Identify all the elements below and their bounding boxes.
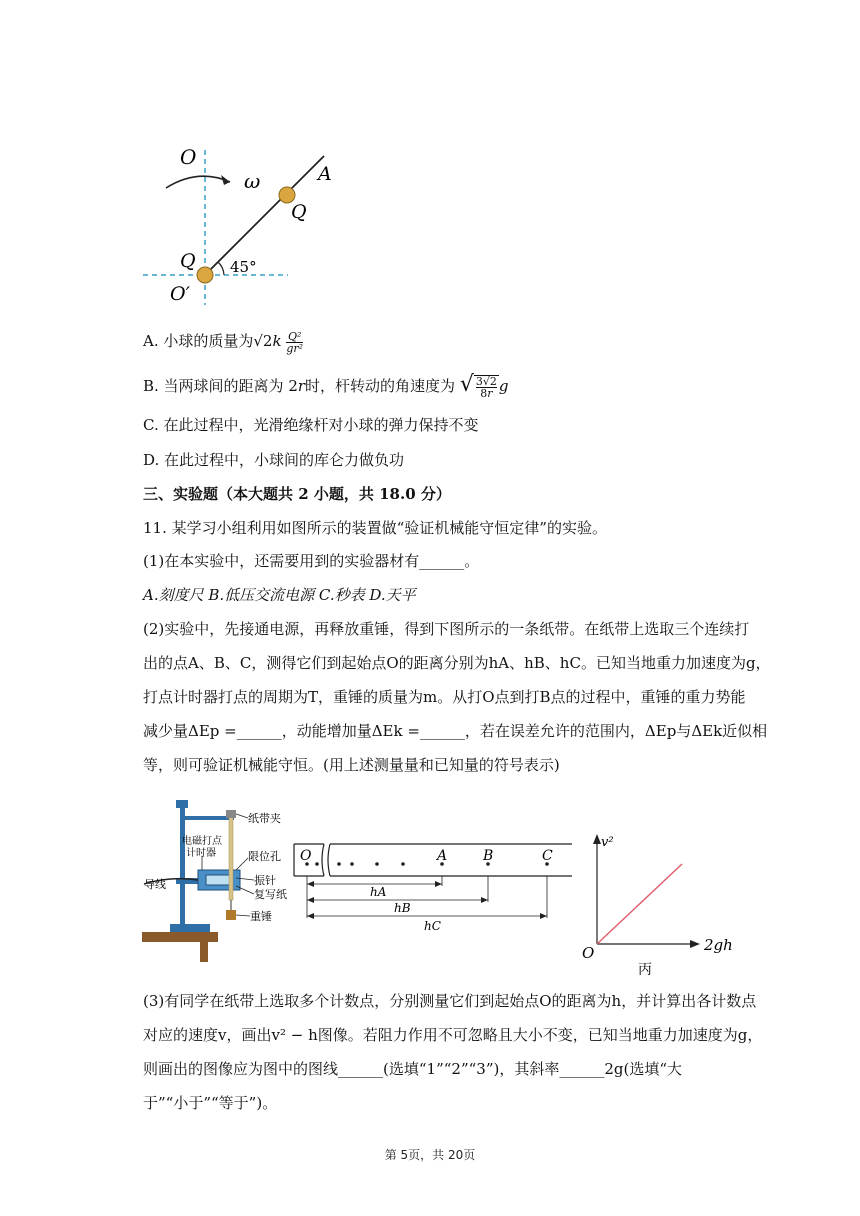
label-needle: 振针 <box>254 874 276 887</box>
label-point-O: O <box>300 848 312 864</box>
graph-figure <box>578 826 750 978</box>
label-timer-1: 电磁打点 <box>182 836 222 847</box>
option-B: B. 当两球间的距离为 2r时，杆转动的角速度为 √ $\frac{3√2}{8r}$ g <box>143 372 509 400</box>
ball-lower <box>197 267 213 283</box>
q11-part3-line2: 对应的速度v，画出v² − h图像。若阻力作用不可忽略且大小不变，已知当地重力加速度为g， <box>143 1026 763 1044</box>
label-point-A: A <box>437 848 448 864</box>
option-D: D. 在此过程中，小球间的库仑力做负功 <box>143 451 405 469</box>
label-carbon: 复写纸 <box>254 888 287 901</box>
label-origin: O <box>582 944 595 962</box>
option-A: A. 小球的质量为√2k $\frac{\text{Q²}}{\text{gr²}}$ <box>143 329 304 355</box>
q11-part1: (1)在本实验中，还需要用到的实验器材有______。 <box>143 552 480 570</box>
q11-part3-line1: (3)有同学在纸带上选取多个计数点，分别测量它们到起始点O的距离为h，并计算出各计数点 <box>143 992 757 1010</box>
label-timer-2: 计时器 <box>186 848 216 859</box>
label-hole: 限位孔 <box>248 850 281 863</box>
label-clip: 纸带夹 <box>248 812 281 825</box>
option-C: C. 在此过程中，光滑绝缘杆对小球的弹力保持不变 <box>143 416 479 434</box>
rod-figure <box>138 140 348 310</box>
label-point-B: B <box>483 848 494 864</box>
stand-pole <box>180 802 185 926</box>
q11-part2-line3: 打点计时器打点的周期为T，重锤的质量为m。从打O点到打B点的过程中，重锤的重力势能 <box>143 688 746 706</box>
q11-choices: A.刻度尺 B.低压交流电源 C.秒表 D.天平 <box>143 586 416 604</box>
table <box>142 932 218 942</box>
label-hB: hB <box>394 901 411 915</box>
q11-stem: 11. 某学习小组利用如图所示的装置做“验证机械能守恒定律”的实验。 <box>143 519 607 537</box>
label-Q-lower: Q <box>180 250 196 272</box>
q11-part2-line5: 等，则可验证机械能守恒。(用上述测量量和已知量的符号表示) <box>143 756 560 774</box>
label-wire: 导线 <box>144 878 166 891</box>
label-x: 2gh <box>704 936 733 954</box>
tape-figure <box>290 834 575 934</box>
label-Q-upper: Q <box>291 201 307 223</box>
label-weight: 重锤 <box>250 910 272 923</box>
q11-part3-line3: 则画出的图像应为图中的图线______(选填“1”“2”“3”)，其斜率______2g(选填“大 <box>143 1060 683 1078</box>
page-footer: 第 5页，共 20页 <box>384 1148 476 1162</box>
graph-line <box>597 864 682 944</box>
label-caption: 丙 <box>638 962 652 978</box>
q11-part2-line2: 出的点A、B、C，测得它们到起始点O的距离分别为hA、hB、hC。已知当地重力加速度为g， <box>143 654 771 672</box>
label-y: v² <box>601 835 614 850</box>
label-O: O <box>180 145 197 169</box>
label-point-C: C <box>542 848 553 864</box>
rotation-arrow <box>166 176 230 188</box>
label-hC: hC <box>424 919 441 933</box>
label-omega: ω <box>244 169 261 193</box>
weight <box>226 910 236 920</box>
label-O-prime: O′ <box>170 283 190 305</box>
label-angle: 45° <box>230 258 257 276</box>
q11-part2-line1: (2)实验中，先接通电源，再释放重锤，得到下图所示的一条纸带。在纸带上选取三个连续打 <box>143 620 750 638</box>
q11-part2-line4: 减少量ΔEp =______，动能增加量ΔEk =______，若在误差允许的范围内，ΔEp与ΔEk近似相 <box>143 722 768 740</box>
apparatus-figure <box>140 796 300 966</box>
label-A: A <box>318 163 332 185</box>
label-hA: hA <box>370 885 387 899</box>
section-title: 三、实验题（本大题共 2 小题，共 18.0 分） <box>143 485 451 503</box>
angle-arc <box>218 262 224 275</box>
q11-part3-line4: 于”“小于”“等于”)。 <box>143 1094 278 1112</box>
paper-tape <box>229 814 233 900</box>
